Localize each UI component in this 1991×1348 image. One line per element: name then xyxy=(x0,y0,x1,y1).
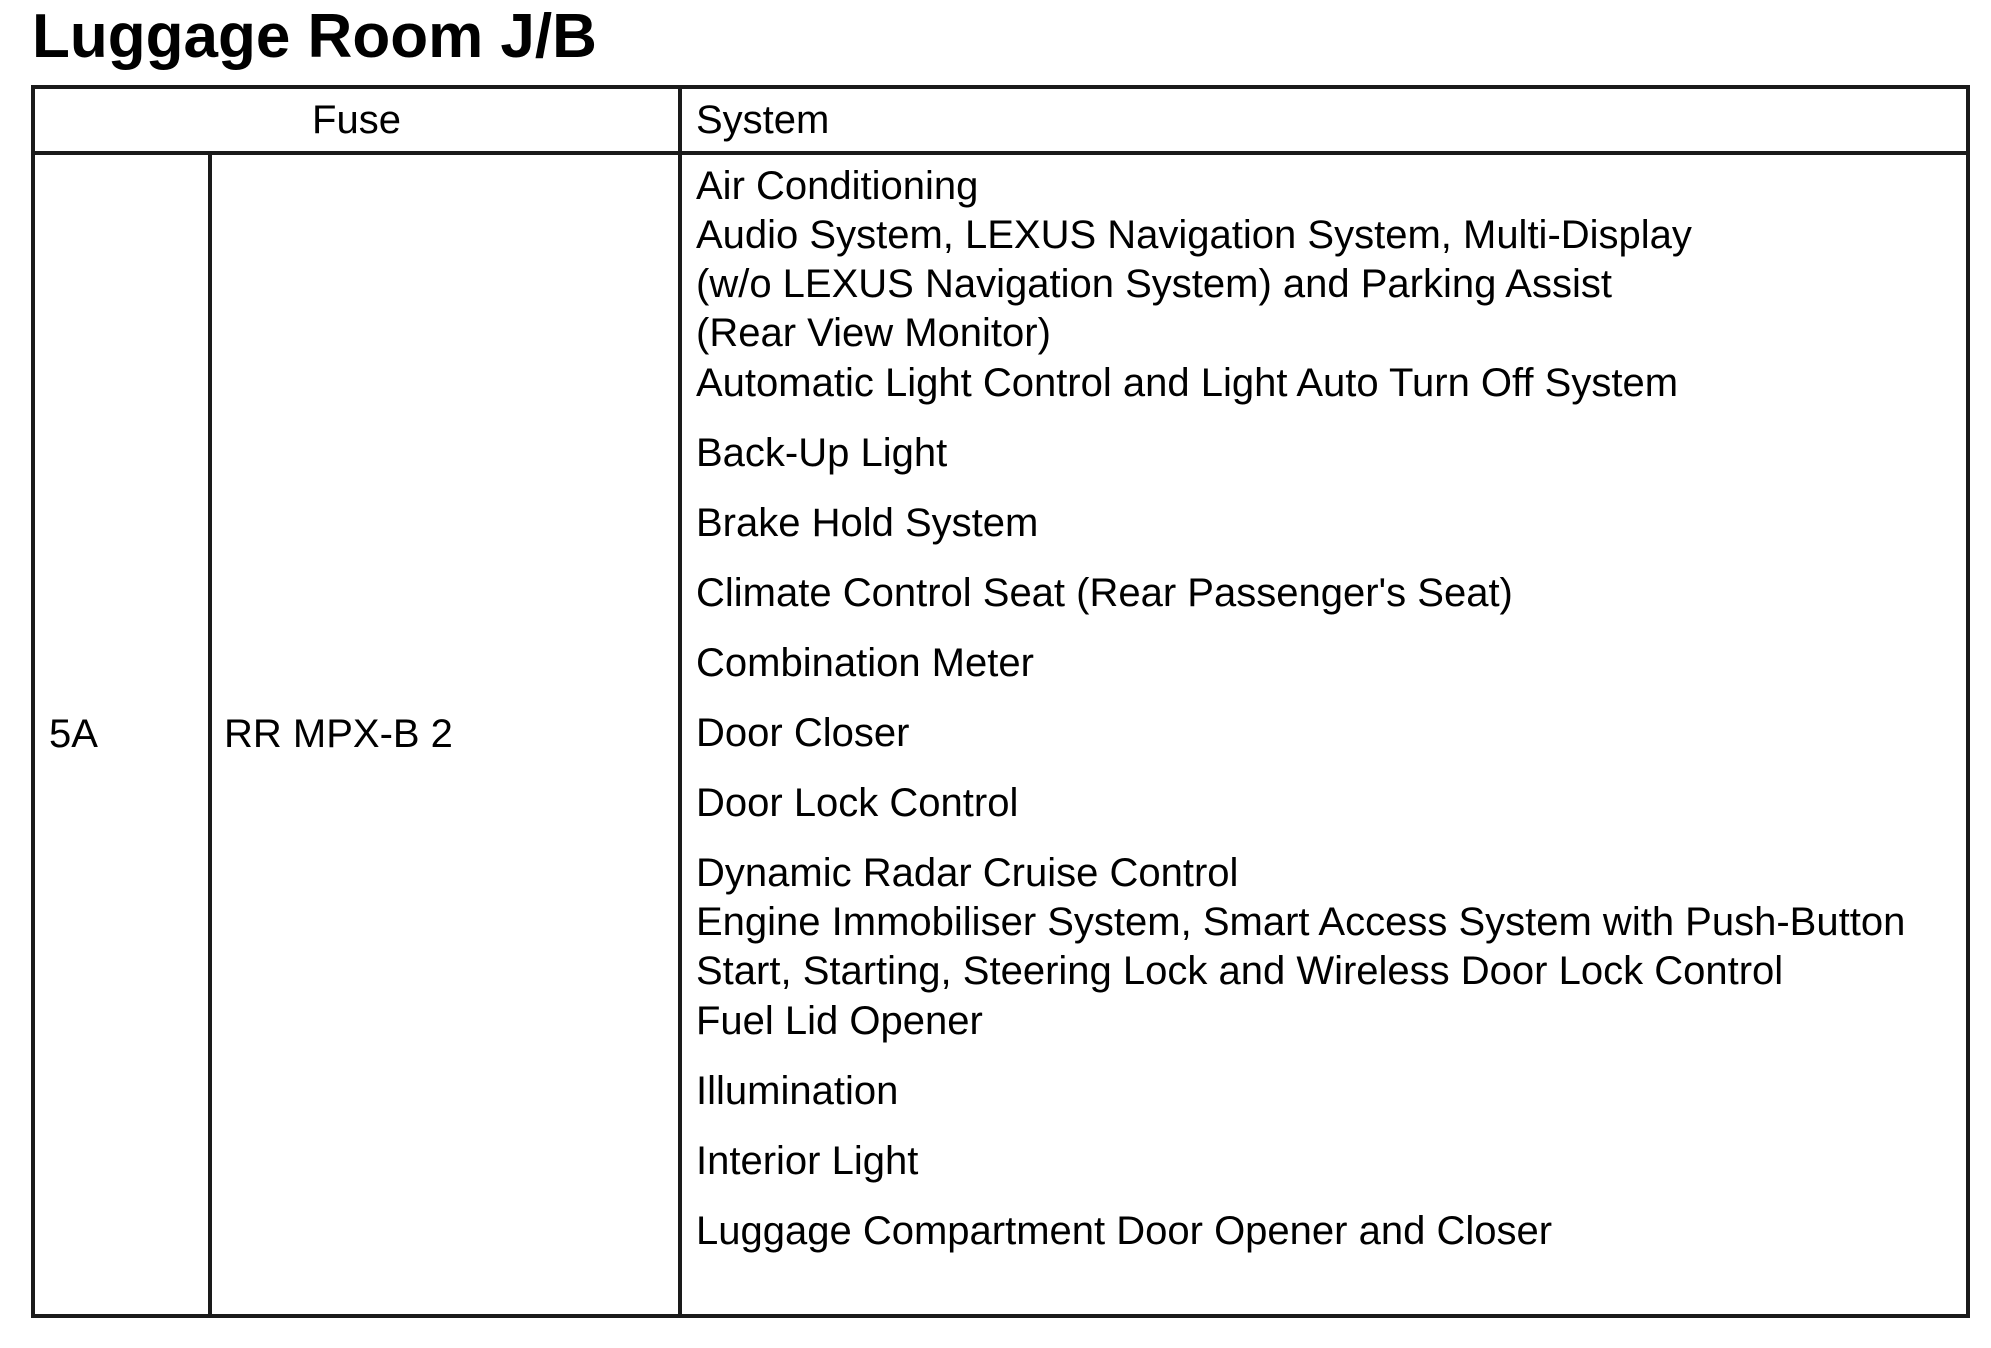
system-list xyxy=(696,161,1956,1256)
fuse-amperage: 5A xyxy=(33,153,210,1316)
system-cell xyxy=(680,153,1968,1316)
system-line: Combination Meter xyxy=(696,641,1034,685)
system-line: Climate Control Seat (Rear Passenger's Seat) xyxy=(696,571,1513,615)
system-line: Automatic Light Control and Light Auto Turn Off System xyxy=(696,361,1679,405)
table-header-row xyxy=(33,87,1968,153)
system-item-audio-navigation xyxy=(696,211,1956,358)
system-line: Start, Starting, Steering Lock and Wireless Door Lock Control xyxy=(696,949,1784,993)
system-line: Door Closer xyxy=(696,711,910,755)
system-column-header: System xyxy=(680,87,1968,153)
system-item-illumination xyxy=(696,1066,1956,1116)
page-title: Luggage Room J/B xyxy=(32,2,597,71)
system-item-engine-immobiliser xyxy=(696,898,1956,996)
system-line: Engine Immobiliser System, Smart Access System with Push-Button xyxy=(696,900,1906,944)
system-item-back-up-light xyxy=(696,428,1956,478)
system-line: (w/o LEXUS Navigation System) and Parking Assist xyxy=(696,262,1612,306)
system-line: Door Lock Control xyxy=(696,781,1019,825)
system-item-fuel-lid-opener xyxy=(696,996,1956,1046)
system-item-door-lock-control xyxy=(696,778,1956,828)
system-item-climate-control-seat xyxy=(696,568,1956,618)
system-item-air-conditioning xyxy=(696,161,1956,211)
system-line: Brake Hold System xyxy=(696,501,1039,545)
system-line: Illumination xyxy=(696,1069,899,1113)
system-item-luggage-door-opener xyxy=(696,1206,1956,1256)
system-line: Air Conditioning xyxy=(696,164,979,208)
system-line: Interior Light xyxy=(696,1139,919,1183)
system-item-combination-meter xyxy=(696,638,1956,688)
fuse-column-header: Fuse xyxy=(33,87,680,153)
fuse-name: RR MPX-B 2 xyxy=(210,153,680,1316)
system-line: (Rear View Monitor) xyxy=(696,311,1051,355)
system-item-interior-light xyxy=(696,1136,1956,1186)
system-line: Back-Up Light xyxy=(696,431,948,475)
system-line: Luggage Compartment Door Opener and Closer xyxy=(696,1209,1553,1253)
system-line: Fuel Lid Opener xyxy=(696,999,983,1043)
table-row xyxy=(33,153,1968,1316)
system-item-automatic-light-control xyxy=(696,358,1956,408)
system-item-dynamic-radar-cruise xyxy=(696,848,1956,898)
system-item-brake-hold xyxy=(696,498,1956,548)
system-line: Audio System, LEXUS Navigation System, Multi-Display xyxy=(696,213,1692,257)
system-item-door-closer xyxy=(696,708,1956,758)
fuse-table xyxy=(31,85,1970,1318)
system-line: Dynamic Radar Cruise Control xyxy=(696,851,1239,895)
